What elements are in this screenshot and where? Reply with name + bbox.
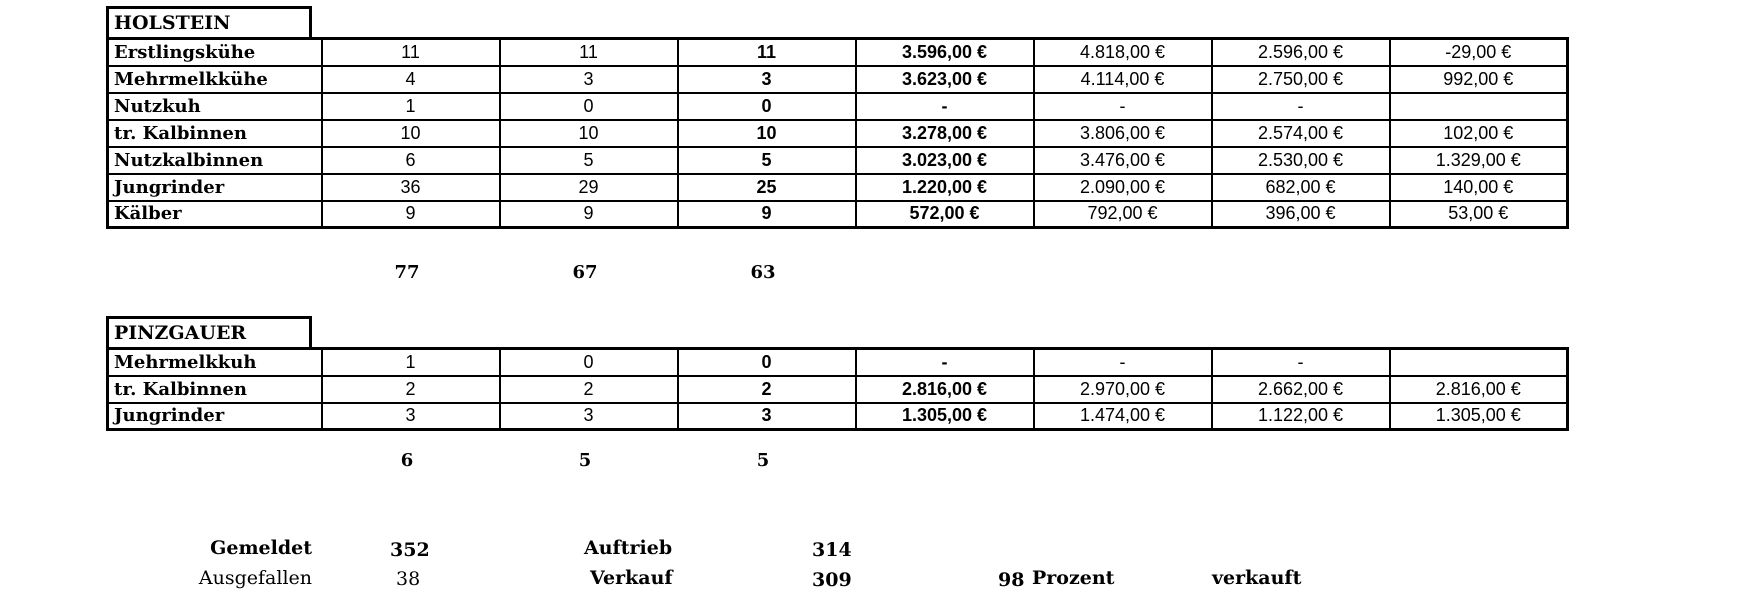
cell-hoechstpreis: 1.474,00 €	[1034, 403, 1212, 430]
table-row	[108, 66, 1568, 93]
cell-aufgetrieben: 0	[500, 93, 678, 120]
cell-verkauft: 25	[678, 174, 856, 201]
cell-aufgetrieben: 10	[500, 120, 678, 147]
row-label: Erstlingskühe	[108, 39, 322, 66]
cell-durchschnitt: -	[856, 93, 1034, 120]
holstein-total-3: 63	[750, 262, 776, 283]
gemeldet-label: Gemeldet	[210, 537, 312, 559]
table-row	[108, 174, 1568, 201]
holstein-totals	[0, 262, 900, 286]
cell-durchschnitt: 2.816,00 €	[856, 376, 1034, 403]
row-label: Nutzkuh	[108, 93, 322, 120]
cell-hoechstpreis: 4.114,00 €	[1034, 66, 1212, 93]
percent-label: Prozent	[1032, 567, 1115, 589]
cell-gemeldet: 1	[322, 93, 500, 120]
cell-tiefstpreis: 2.662,00 €	[1212, 376, 1390, 403]
cell-verkauft: 3	[678, 66, 856, 93]
cell-verkauft: 11	[678, 39, 856, 66]
table-row	[108, 93, 1568, 120]
pinzgauer-total-1: 6	[400, 450, 414, 471]
cell-hoechstpreis: 4.818,00 €	[1034, 39, 1212, 66]
cell-hoechstpreis: 792,00 €	[1034, 201, 1212, 228]
holstein-total-1: 77	[394, 262, 420, 283]
table-row	[108, 120, 1568, 147]
cell-aufgetrieben: 11	[500, 39, 678, 66]
cell-durchschnitt: 3.596,00 €	[856, 39, 1034, 66]
row-label: Kälber	[108, 201, 322, 228]
cell-tiefstpreis: 2.530,00 €	[1212, 147, 1390, 174]
cell-verkauft: 0	[678, 349, 856, 376]
auftrieb-value: 314	[812, 539, 852, 561]
cell-aufgetrieben: 9	[500, 201, 678, 228]
cell-hoechstpreis: 3.806,00 €	[1034, 120, 1212, 147]
holstein-total-2: 67	[572, 262, 598, 283]
row-label: Nutzkalbinnen	[108, 147, 322, 174]
cell-gemeldet: 2	[322, 376, 500, 403]
cell-differenz: 1.329,00 €	[1390, 147, 1568, 174]
row-label: Mehrmelkkuh	[108, 349, 322, 376]
cell-differenz: 140,00 €	[1390, 174, 1568, 201]
cell-durchschnitt: 3.278,00 €	[856, 120, 1034, 147]
pinzgauer-total-3: 5	[756, 450, 770, 471]
cell-durchschnitt: 3.023,00 €	[856, 147, 1034, 174]
cell-gemeldet: 9	[322, 201, 500, 228]
cell-differenz	[1390, 93, 1568, 120]
cell-durchschnitt: 3.623,00 €	[856, 66, 1034, 93]
cell-verkauft: 5	[678, 147, 856, 174]
cell-verkauft: 3	[678, 403, 856, 430]
verkauf-value: 309	[812, 569, 852, 591]
cell-tiefstpreis: 682,00 €	[1212, 174, 1390, 201]
cell-hoechstpreis: 3.476,00 €	[1034, 147, 1212, 174]
cell-verkauft: 9	[678, 201, 856, 228]
cell-verkauft: 0	[678, 93, 856, 120]
holstein-rows	[108, 39, 1568, 228]
cell-differenz: 53,00 €	[1390, 201, 1568, 228]
cell-gemeldet: 36	[322, 174, 500, 201]
cell-gemeldet: 1	[322, 349, 500, 376]
row-label: tr. Kalbinnen	[108, 376, 322, 403]
table-row	[108, 147, 1568, 174]
cell-aufgetrieben: 0	[500, 349, 678, 376]
table-row	[108, 403, 1568, 430]
row-label: Jungrinder	[108, 174, 322, 201]
ausgefallen-label: Ausgefallen	[198, 567, 312, 589]
cell-hoechstpreis: -	[1034, 349, 1212, 376]
cell-verkauft: 2	[678, 376, 856, 403]
cell-tiefstpreis: -	[1212, 349, 1390, 376]
cell-differenz: 1.305,00 €	[1390, 403, 1568, 430]
auftrieb-label: Auftrieb	[584, 537, 673, 559]
cell-aufgetrieben: 2	[500, 376, 678, 403]
cell-aufgetrieben: 3	[500, 403, 678, 430]
ausgefallen-value: 38	[396, 568, 421, 590]
cell-verkauft: 10	[678, 120, 856, 147]
holstein-section	[106, 6, 1569, 229]
cell-differenz: 102,00 €	[1390, 120, 1568, 147]
cell-differenz: 2.816,00 €	[1390, 376, 1568, 403]
cell-differenz: -29,00 €	[1390, 39, 1568, 66]
pinzgauer-table	[106, 347, 1569, 431]
cell-durchschnitt: 1.305,00 €	[856, 403, 1034, 430]
cell-tiefstpreis: 2.574,00 €	[1212, 120, 1390, 147]
cell-aufgetrieben: 5	[500, 147, 678, 174]
cell-durchschnitt: 572,00 €	[856, 201, 1034, 228]
percent-value: 98	[998, 569, 1025, 591]
gemeldet-value: 352	[390, 539, 430, 561]
pinzgauer-section	[106, 316, 1569, 431]
cell-tiefstpreis: 2.596,00 €	[1212, 39, 1390, 66]
pinzgauer-rows	[108, 349, 1568, 430]
cell-differenz	[1390, 349, 1568, 376]
row-label: Jungrinder	[108, 403, 322, 430]
cell-aufgetrieben: 3	[500, 66, 678, 93]
cell-gemeldet: 4	[322, 66, 500, 93]
cell-hoechstpreis: 2.970,00 €	[1034, 376, 1212, 403]
verkauft-label: verkauft	[1212, 567, 1302, 589]
cell-gemeldet: 6	[322, 147, 500, 174]
cell-hoechstpreis: 2.090,00 €	[1034, 174, 1212, 201]
cell-tiefstpreis: 1.122,00 €	[1212, 403, 1390, 430]
row-label: Mehrmelkkühe	[108, 66, 322, 93]
pinzgauer-title: PINZGAUER	[106, 316, 312, 347]
pinzgauer-totals	[0, 450, 900, 474]
cell-tiefstpreis: 2.750,00 €	[1212, 66, 1390, 93]
holstein-title: HOLSTEIN	[106, 6, 312, 37]
verkauf-label: Verkauf	[590, 567, 673, 589]
cell-gemeldet: 3	[322, 403, 500, 430]
cell-gemeldet: 10	[322, 120, 500, 147]
pinzgauer-total-2: 5	[578, 450, 592, 471]
cell-hoechstpreis: -	[1034, 93, 1212, 120]
cell-tiefstpreis: 396,00 €	[1212, 201, 1390, 228]
cell-gemeldet: 11	[322, 39, 500, 66]
row-label: tr. Kalbinnen	[108, 120, 322, 147]
table-row	[108, 39, 1568, 66]
cell-tiefstpreis: -	[1212, 93, 1390, 120]
cell-differenz: 992,00 €	[1390, 66, 1568, 93]
cell-aufgetrieben: 29	[500, 174, 678, 201]
table-row	[108, 349, 1568, 376]
table-row	[108, 201, 1568, 228]
cell-durchschnitt: 1.220,00 €	[856, 174, 1034, 201]
cell-durchschnitt: -	[856, 349, 1034, 376]
table-row	[108, 376, 1568, 403]
holstein-table	[106, 37, 1569, 229]
